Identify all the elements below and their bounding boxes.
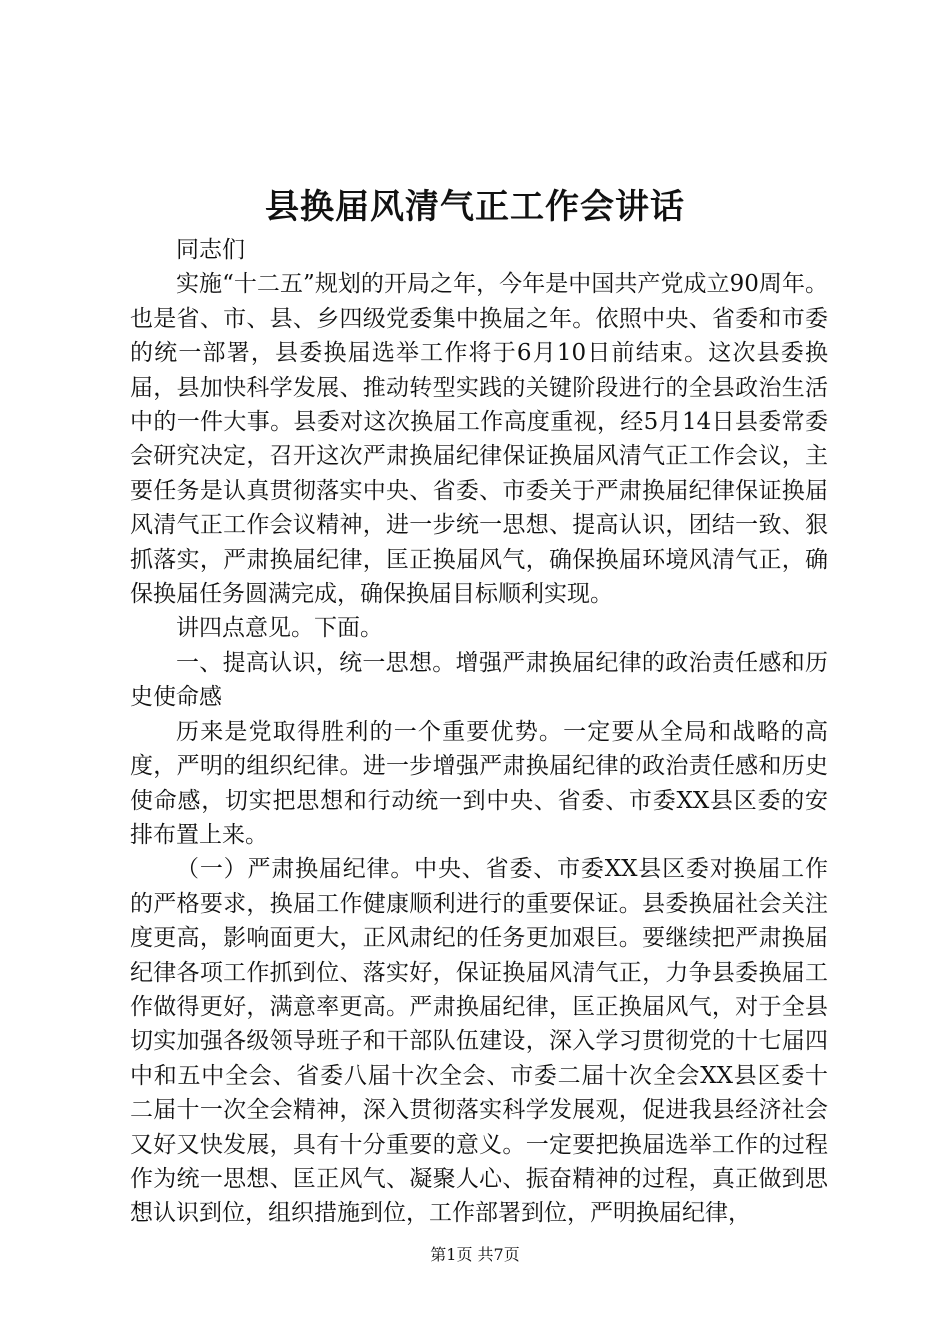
- document-body: [130, 233, 828, 1231]
- document-title: 县换届风清气正工作会讲话: [265, 187, 685, 227]
- paragraph: 历来是党取得胜利的一个重要优势。一定要从全局和战略的高度，严明的组织纪律。进一步增强严肃换届纪律的政治责任感和历史使命感，切实把思想和行动统一到中央、省委、市委XX县区委的安排布置上来。: [130, 718, 828, 848]
- section-heading: 一、提高认识，统一思想。增强严肃换届纪律的政治责任感和历史使命感: [130, 649, 828, 711]
- paragraph: 实施“十二五”规划的开局之年，今年是中国共产党成立90周年。也是省、市、县、乡四级党委集中换届之年。依照中央、省委和市委的统一部署，县委换届选举工作将于6月10日前结束。这次县委换届，县加快科学发展、推动转型实践的关键阶段进行的全县政治生活中的一件大事。县委对这次换届工作高度重视，经5月14日县委常委会研究决定，召开这次严肃换届纪律保证换届风清气正工作会议，主要任务是认真贯彻落实中央、省委、市委关于严肃换届纪律保证换届风清气正工作会议精神，进一步统一思想、提高认识，团结一致、狠抓落实，严肃换届纪律，匡正换届风气，确保换届环境风清气正，确保换届任务圆满完成，确保换届目标顺利实现。: [130, 271, 828, 608]
- page-footer: 第1页 共7页: [430, 1245, 520, 1264]
- paragraph: 讲四点意见。下面。: [176, 615, 383, 642]
- paragraph: （一）严肃换届纪律。中央、省委、市委XX县区委对换届工作的严格要求，换届工作健康顺利进行的重要保证。县委换届社会关注度更高，影响面更大，正风肃纪的任务更加艰巨。要继续把严肃换届纪律各项工作抓到位、落实好，保证换届风清气正，力争县委换届工作做得更好，满意率更高。严肃换届纪律，匡正换届风气，对于全县切实加强各级领导班子和干部队伍建设，深入学习贯彻党的十七届四中和五中全会、省委八届十次全会、市委二届十次全会XX县区委十二届十一次全会精神，深入贯彻落实科学发展观，促进我县经济社会又好又快发展，具有十分重要的意义。一定要把换届选举工作的过程作为统一思想、匡正风气、凝聚人心、振奋精神的过程，真正做到思想认识到位，组织措施到位，工作部署到位，严明换届纪律，: [130, 856, 828, 1227]
- salutation: 同志们: [176, 237, 245, 263]
